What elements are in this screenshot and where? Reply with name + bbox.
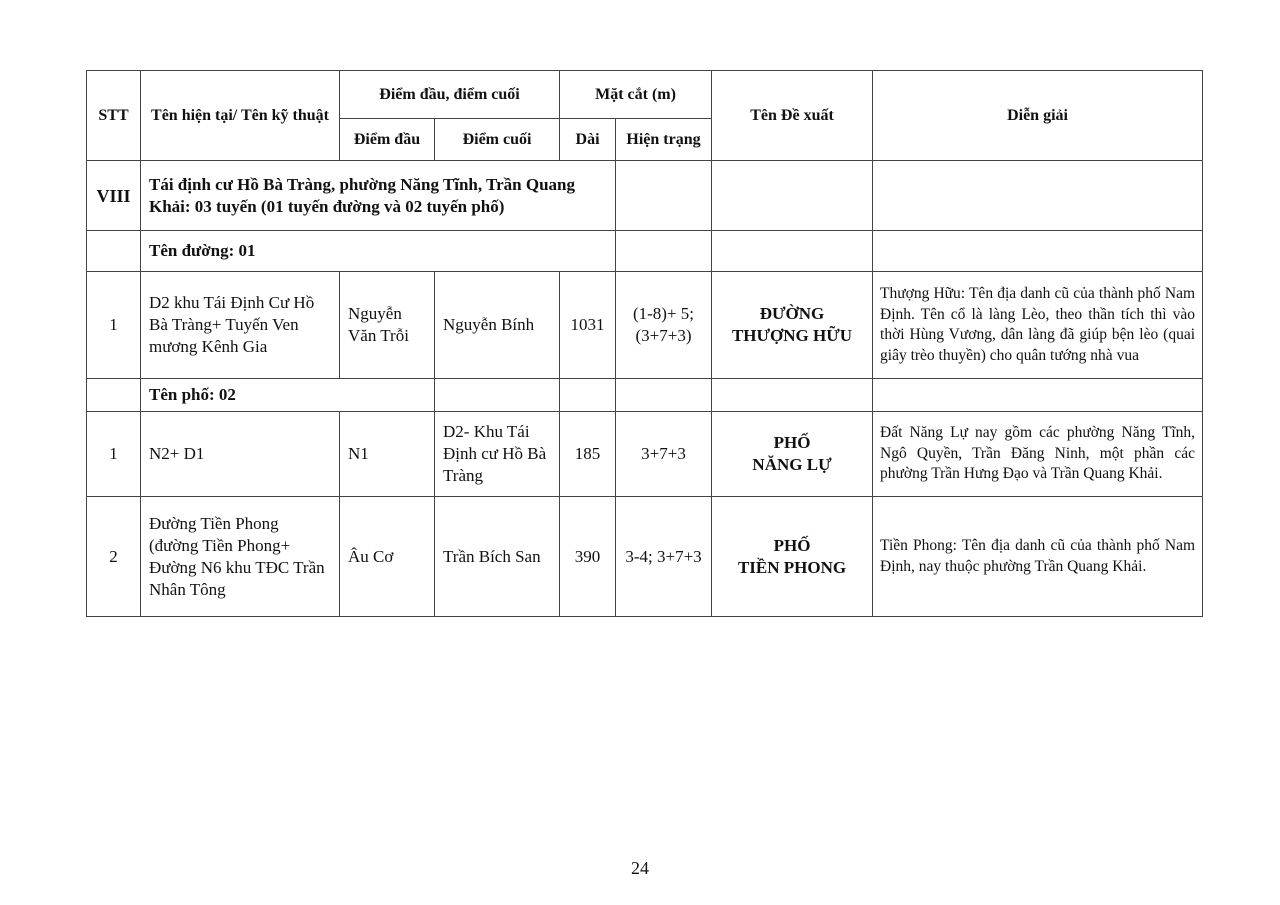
row-status: 3+7+3 (616, 412, 712, 497)
header-endpoints: Điểm đầu, điểm cuối (340, 71, 560, 119)
table-row (87, 412, 1203, 497)
section-title: Tái định cư Hồ Bà Tràng, phường Năng Tĩnh, Trần Quang Khải: 03 tuyến (01 tuyến đường và 02 tuyến phố) (141, 161, 616, 231)
proposed-line-1: PHỐ (773, 535, 811, 555)
header-proposed-name: Tên Đề xuất (712, 71, 873, 161)
header-end: Điểm cuối (435, 119, 560, 161)
group-row-roads (87, 379, 1203, 412)
page-number: 24 (631, 858, 649, 878)
proposed-line-2: NĂNG LỰ (752, 455, 832, 474)
row-status: (1-8)+ 5; (3+7+3) (616, 272, 712, 379)
row-end: Trần Bích San (435, 497, 560, 617)
row-start: Nguyễn Văn Trỗi (340, 272, 435, 379)
proposed-line-2: TIỀN PHONG (737, 557, 847, 577)
row-current-name: N2+ D1 (141, 412, 340, 497)
header-status: Hiện trạng (616, 119, 712, 161)
row-end: D2- Khu Tái Định cư Hồ Bà Tràng (435, 412, 560, 497)
header-explanation: Diễn giải (873, 71, 1203, 161)
row-explanation: Đất Năng Lự nay gồm các phường Năng Tĩnh, Ngô Quyền, Trần Đăng Ninh, một phần các phường Trần Hưng Đạo và Trần Quang Khải. (873, 412, 1203, 497)
row-proposed-name (712, 272, 873, 379)
header-start: Điểm đầu (340, 119, 435, 161)
group-label: Tên đường: 01 (141, 231, 616, 272)
table-row (87, 272, 1203, 379)
proposed-line-1: ĐƯỜNG (759, 304, 825, 323)
row-explanation: Tiền Phong: Tên địa danh cũ của thành phố Nam Định, nay thuộc phường Trần Quang Khải. (873, 497, 1203, 617)
row-stt: 1 (87, 412, 141, 497)
header-row-1 (87, 71, 1203, 119)
row-start: Âu Cơ (340, 497, 435, 617)
row-length: 390 (560, 497, 616, 617)
street-naming-table (86, 70, 1203, 617)
group-label: Tên phố: 02 (141, 379, 435, 412)
proposed-line-1: PHỐ (773, 433, 811, 452)
table-row (87, 497, 1203, 617)
group-row-streets (87, 231, 1203, 272)
row-current-name: Đường Tiền Phong (đường Tiền Phong+ Đường N6 khu TĐC Trần Nhân Tông (141, 497, 340, 617)
row-current-name: D2 khu Tái Định Cư Hồ Bà Tràng+ Tuyến Ven mương Kênh Gia (141, 272, 340, 379)
row-length: 185 (560, 412, 616, 497)
section-roman: VIII (87, 161, 141, 231)
row-status: 3-4; 3+7+3 (616, 497, 712, 617)
proposed-line-2: THƯỢNG HỮU (731, 326, 853, 345)
header-cross-section: Mặt cắt (m) (560, 71, 712, 119)
section-row (87, 161, 1203, 231)
row-proposed-name (712, 412, 873, 497)
row-start: N1 (340, 412, 435, 497)
row-explanation: Thượng Hữu: Tên địa danh cũ của thành phố Nam Định. Tên cổ là làng Lèo, theo thần tích thì vào thời Hùng Vương, dân làng đã giúp bện lèo (quai giây trèo thuyền) cho quân tướng nhà vua (873, 272, 1203, 379)
row-proposed-name (712, 497, 873, 617)
header-current-name: Tên hiện tại/ Tên kỹ thuật (141, 71, 340, 161)
row-stt: 1 (87, 272, 141, 379)
row-end: Nguyễn Bính (435, 272, 560, 379)
row-length: 1031 (560, 272, 616, 379)
header-stt: STT (87, 71, 141, 161)
header-length: Dài (560, 119, 616, 161)
row-stt: 2 (87, 497, 141, 617)
